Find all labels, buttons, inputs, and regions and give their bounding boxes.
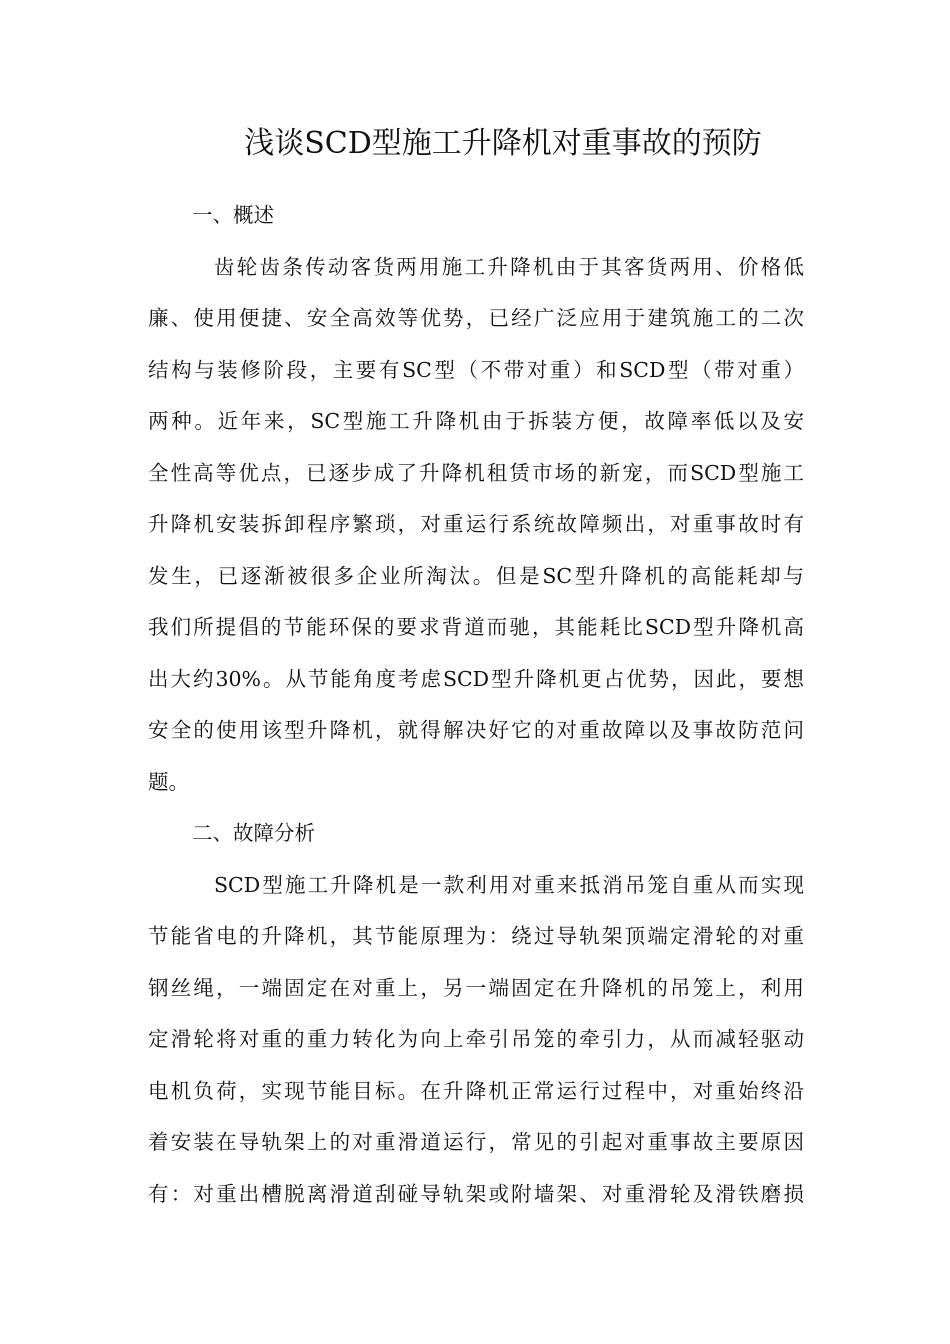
paragraph-line: 全性高等优点，已逐步成了升降机租赁市场的新宠，而SCD型施工 [148,460,804,485]
section-heading: 二、故障分析 [192,821,315,845]
paragraph-line: 安全的使用该型升降机，就得解决好它的对重故障以及事故防范问 [148,718,804,742]
paragraph-line: 着安装在导轨架上的对重滑道运行，常见的引起对重事故主要原因 [148,1130,804,1154]
paragraph-line: 升降机安装拆卸程序繁琐，对重运行系统故障频出，对重事故时有 [148,512,804,536]
section-paragraph [148,860,804,1221]
paragraph-line: 廉、使用便捷、安全高效等优势，已经广泛应用于建筑施工的二次 [148,306,804,330]
paragraph-line: SCD型施工升降机是一款利用对重来抵消吊笼自重从而实现 [214,872,804,897]
paragraph-line: 电机负荷，实现节能目标。在升降机正常运行过程中，对重始终沿 [148,1078,804,1103]
paragraph-line: 题。 [148,769,189,794]
paragraph-line: 出大约30%。从节能角度考虑SCD型升降机更占优势，因此，要想 [148,666,804,691]
section-heading: 一、概述 [192,203,274,227]
paragraph-line: 钢丝绳，一端固定在对重上，另一端固定在升降机的吊笼上，利用 [148,975,804,1000]
paragraph-line: 我们所提倡的节能环保的要求背道而驰，其能耗比SCD型升降机高 [148,615,804,639]
paragraph-line: 发生，已逐渐被很多企业所淘汰。但是SC型升降机的高能耗却与 [148,563,804,588]
paragraph-line: 节能省电的升降机，其节能原理为：绕过导轨架顶端定滑轮的对重 [148,924,804,948]
paragraph-line: 结构与装修阶段，主要有SC型（不带对重）和SCD型（带对重） [148,357,804,382]
document-body [148,190,804,1220]
section-paragraph [148,242,804,809]
document-title: 浅谈SCD型施工升降机对重事故的预防 [244,126,762,161]
paragraph-line: 两种。近年来，SC型施工升降机由于拆装方便，故障率低以及安 [148,409,804,433]
paragraph-line: 齿轮齿条传动客货两用施工升降机由于其客货两用、价格低 [214,254,804,279]
paragraph-line: 定滑轮将对重的重力转化为向上牵引吊笼的牵引力，从而减轻驱动 [148,1027,804,1051]
paragraph-line: 有：对重出槽脱离滑道刮碰导轨架或附墙架、对重滑轮及滑铁磨损 [148,1181,804,1206]
